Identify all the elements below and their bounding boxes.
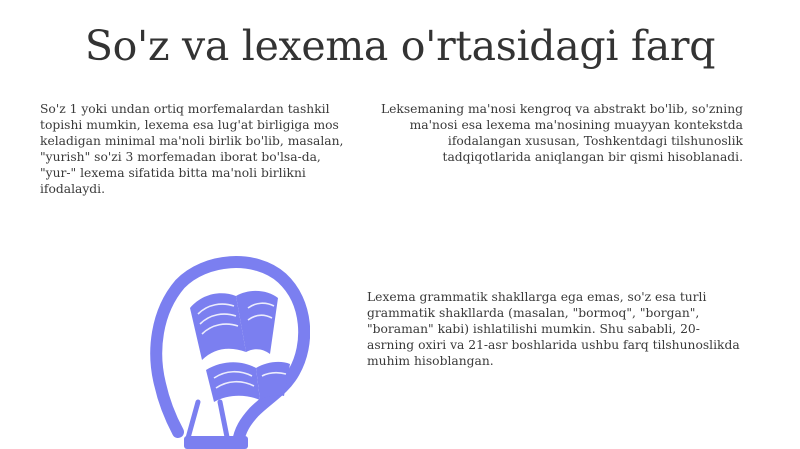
paragraph-bottom: Lexema grammatik shakllarga ega emas, so'z esa turli grammatik shakllarda (masalan, "bormoq", "borgan", "boraman" kabi) ishlatilishi mumkin. Shu sababli, 20-asrning oxiri va 21-asr boshlarida ushbu farq tilshunoslikda muhim hisoblangan. [367,290,740,368]
paragraph-left: So'z 1 yoki undan ortiq morfemalardan tashkil topishi mumkin, lexema esa lug'at birligiga mos keladigan minimal ma'noli birlik bo'lib, masalan, "yurish" so'zi 3 morfemadan iborat bo'lsa-da, "yur-" lexema sifatida bitta ma'noli birlikni ifodalaydi. [40,102,344,196]
lightbulb-book-icon [150,252,310,449]
paragraph-right: Leksemaning ma'nosi kengroq va abstrakt bo'lib, so'zning ma'nosi esa lexema ma'nosining muayyan kontekstda ifodalangan xususan, Toshkentdagi tilshunoslik tadqiqotlarida aniqlangan bir qismi hisoblanadi. [380,102,743,164]
slide-title: So'z va lexema o'rtasidagi farq [84,22,716,70]
